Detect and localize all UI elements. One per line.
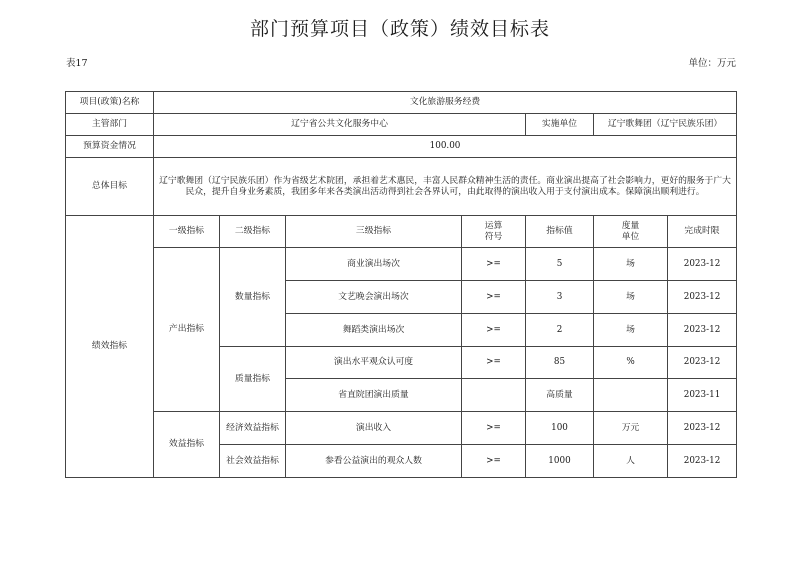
indicator-value: 5: [526, 248, 594, 281]
project-name-label: 项目(政策)名称: [66, 92, 154, 114]
level2-social: 社会效益指标: [220, 445, 286, 478]
table-row: [66, 248, 737, 281]
indicator-value: 100: [526, 412, 594, 445]
indicator-deadline: 2023-11: [668, 379, 737, 412]
col-header-deadline: 完成时限: [668, 216, 737, 248]
dept-value: 辽宁省公共文化服务中心: [154, 114, 526, 136]
indicator-operator: [462, 379, 526, 412]
indicator-name: 舞蹈类演出场次: [286, 314, 462, 347]
indicator-deadline: 2023-12: [668, 412, 737, 445]
indicator-unit: 场: [594, 314, 668, 347]
indicator-operator: >=: [462, 347, 526, 379]
level2-quantity: 数量指标: [220, 248, 286, 347]
indicator-name: 商业演出场次: [286, 248, 462, 281]
indicator-name: 演出收入: [286, 412, 462, 445]
budget-label: 预算资金情况: [66, 136, 154, 158]
project-name-value: 文化旅游服务经费: [154, 92, 737, 114]
department-row: [66, 114, 737, 136]
table-row: [66, 412, 737, 445]
col-header-level2: 二级指标: [220, 216, 286, 248]
indicator-deadline: 2023-12: [668, 314, 737, 347]
indicator-unit: 场: [594, 281, 668, 314]
indicator-name: 省直院团演出质量: [286, 379, 462, 412]
col-header-unit: 度量 单位: [594, 216, 668, 248]
indicator-unit: 万元: [594, 412, 668, 445]
indicator-name: 参看公益演出的观众人数: [286, 445, 462, 478]
indicator-unit: %: [594, 347, 668, 379]
level2-quality: 质量指标: [220, 347, 286, 412]
indicator-unit: 人: [594, 445, 668, 478]
indicator-unit: [594, 379, 668, 412]
col-header-level1: 一级指标: [154, 216, 220, 248]
page-title: 部门预算项目（政策）绩效目标表: [249, 18, 550, 40]
indicator-operator: >=: [462, 412, 526, 445]
indicator-unit: 场: [594, 248, 668, 281]
indicator-header-row: [66, 216, 737, 248]
impl-value: 辽宁歌舞团（辽宁民族乐团）: [594, 114, 737, 136]
dept-label: 主管部门: [66, 114, 154, 136]
col-header-value: 指标值: [526, 216, 594, 248]
goal-row: [66, 158, 737, 216]
level2-economic: 经济效益指标: [220, 412, 286, 445]
indicator-deadline: 2023-12: [668, 248, 737, 281]
indicator-deadline: 2023-12: [668, 347, 737, 379]
project-name-row: [66, 92, 737, 114]
performance-target-table: [65, 91, 737, 478]
indicator-name: 文艺晚会演出场次: [286, 281, 462, 314]
indicator-operator: >=: [462, 281, 526, 314]
indicator-deadline: 2023-12: [668, 281, 737, 314]
indicator-value: 3: [526, 281, 594, 314]
unit-label: 单位：万元: [688, 58, 736, 69]
goal-label: 总体目标: [66, 158, 154, 216]
indicator-operator: >=: [462, 314, 526, 347]
col-header-operator: 运算 符号: [462, 216, 526, 248]
impl-label: 实施单位: [526, 114, 594, 136]
indicator-operator: >=: [462, 248, 526, 281]
level1-benefit: 效益指标: [154, 412, 220, 478]
table-number: 表17: [66, 58, 88, 69]
budget-row: [66, 136, 737, 158]
level1-output: 产出指标: [154, 248, 220, 412]
indicator-value: 85: [526, 347, 594, 379]
budget-value: 100.00: [154, 136, 737, 158]
col-header-level3: 三级指标: [286, 216, 462, 248]
indicator-operator: >=: [462, 445, 526, 478]
indicators-section-label: 绩效指标: [66, 216, 154, 478]
goal-text: 辽宁歌舞团（辽宁民族乐团）作为省级艺术院团，承担着艺术惠民，丰富人民群众精神生活的责任。商业演出提高了社会影响力，更好的服务于广大民众，提升自身业务素质，我团多年来各类演出活动得到社会各界认可，由此取得的演出收入用于支付演出成本。保障演出顺利进行。: [154, 158, 737, 216]
indicator-value: 1000: [526, 445, 594, 478]
indicator-deadline: 2023-12: [668, 445, 737, 478]
indicator-name: 演出水平观众认可度: [286, 347, 462, 379]
indicator-value: 高质量: [526, 379, 594, 412]
indicator-value: 2: [526, 314, 594, 347]
